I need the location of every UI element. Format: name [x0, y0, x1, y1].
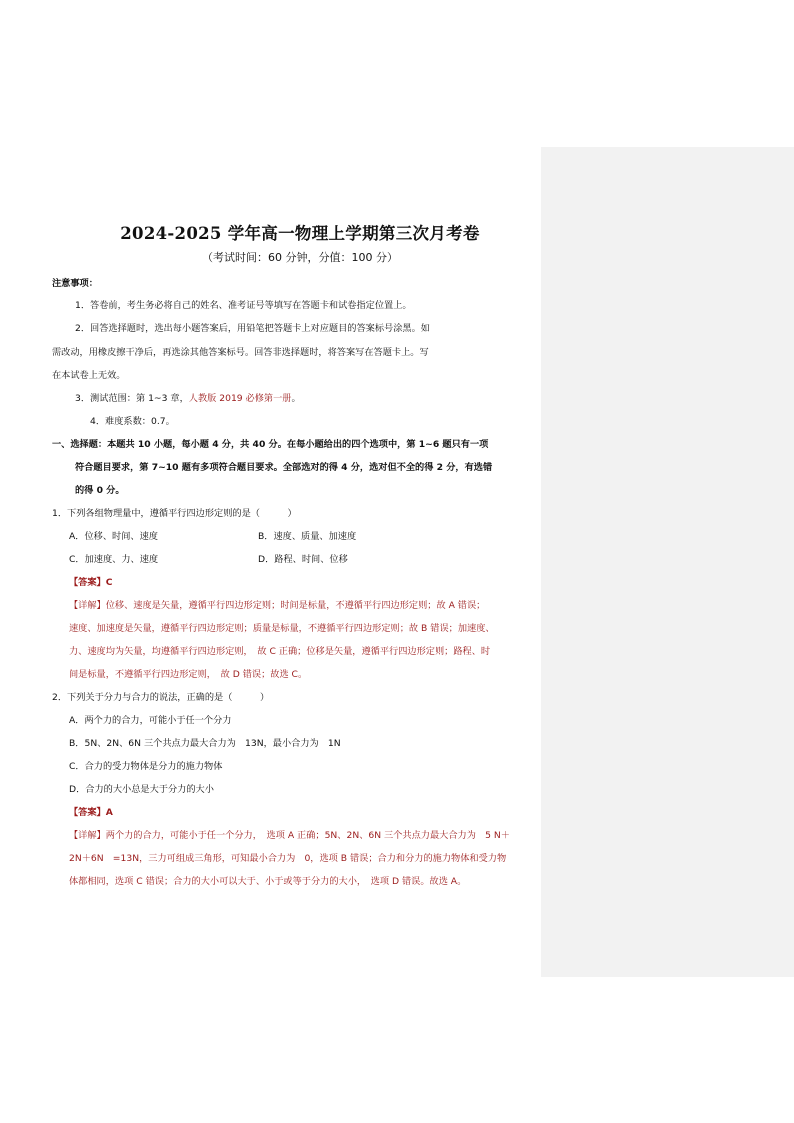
section-1-line-1: 一、选择题：本题共 10 小题，每小题 4 分，共 40 分。在每小题给出的四个选项中，第 1~6 题只有一项 — [52, 439, 489, 450]
q2-explanation-3: 体都相同，选项 C 错误；合力的大小可以大于、小于或等于分力的大小， 选项 D 错误。故选 A。 — [69, 876, 467, 887]
q2-option-d: D．合力的大小总是大于分力的大小 — [69, 784, 214, 795]
notice-heading: 注意事项： — [52, 278, 98, 289]
notice-item-3: 3．测试范围：第 1~3 章，人教版 2019 必修第一册。 — [75, 393, 301, 404]
notice-item-1: 1．答卷前，考生务必将自己的姓名、准考证号等填写在答题卡和试卷指定位置上。 — [75, 300, 412, 311]
q1-explanation-1: 【详解】位移、速度是矢量，遵循平行四边形定则；时间是标量，不遵循平行四边形定则；故 A 错误； — [69, 600, 486, 611]
q1-explanation-2: 速度、加速度是矢量，遵循平行四边形定则；质量是标量，不遵循平行四边形定则；故 B 错误；加速度、 — [69, 623, 495, 634]
notice-item-2-line-2: 需改动，用橡皮擦干净后，再选涂其他答案标号。回答非选择题时，将答案写在答题卡上。写 — [52, 347, 429, 358]
q1-option-a: A．位移、时间、速度 — [69, 531, 158, 542]
q1-explanation-4: 间是标量，不遵循平行四边形定则， 故 D 错误；故选 C。 — [69, 669, 308, 680]
q1-explanation-3: 力、速度均为矢量，均遵循平行四边形定则， 故 C 正确；位移是矢量，遵循平行四边形定则；路程、时 — [69, 646, 491, 657]
notice-item-2-line-1: 2．回答选择题时，选出每小题答案后，用铅笔把答题卡上对应题目的答案标号涂黑。如 — [75, 323, 430, 334]
page-title: 2024-2025 学年高一物理上学期第三次月考卷 — [120, 224, 480, 243]
q1-option-b: B．速度、质量、加速度 — [258, 531, 357, 542]
q2-explanation-1: 【详解】两个力的合力，可能小于任一个分力， 选项 A 正确；5N、2N、6N 三个共点力最大合力为 5 N＋ — [69, 830, 510, 841]
section-1-line-3: 的得 0 分。 — [75, 485, 125, 496]
q1-option-c: C．加速度、力、速度 — [69, 554, 159, 565]
q2-answer: 【答案】A — [69, 807, 113, 818]
notice-item-4: 4．难度系数：0.7。 — [90, 416, 175, 427]
q1-answer: 【答案】C — [69, 577, 113, 588]
scope-highlight: 人教版 2019 必修第一册 — [188, 393, 292, 404]
q2-explanation-2: 2N＋6N =13N，三力可组成三角形，可知最小合力为 0，选项 B 错误；合力和分力的施力物体和受力物 — [69, 853, 507, 864]
q2-option-b: B．5N、2N、6N 三个共点力最大合力为 13N，最小合力为 1N — [69, 738, 341, 749]
notice-item-2-line-3: 在本试卷上无效。 — [52, 370, 126, 381]
section-1-line-2: 符合题目要求，第 7~10 题有多项符合题目要求。全部选对的得 4 分，选对但不全的得 2 分，有选错 — [75, 462, 493, 473]
q2-stem: 2．下列关于分力与合力的说法，正确的是（ ） — [52, 692, 270, 703]
q2-option-c: C．合力的受力物体是分力的施力物体 — [69, 761, 223, 772]
q2-option-a: A．两个力的合力，可能小于任一个分力 — [69, 715, 232, 726]
q1-stem: 1．下列各组物理量中，遵循平行四边形定则的是（ ） — [52, 508, 297, 519]
comment-sidebar — [541, 147, 794, 977]
exam-info: （考试时间：60 分钟，分值：100 分） — [202, 251, 398, 264]
q1-option-d: D．路程、时间、位移 — [258, 554, 348, 565]
